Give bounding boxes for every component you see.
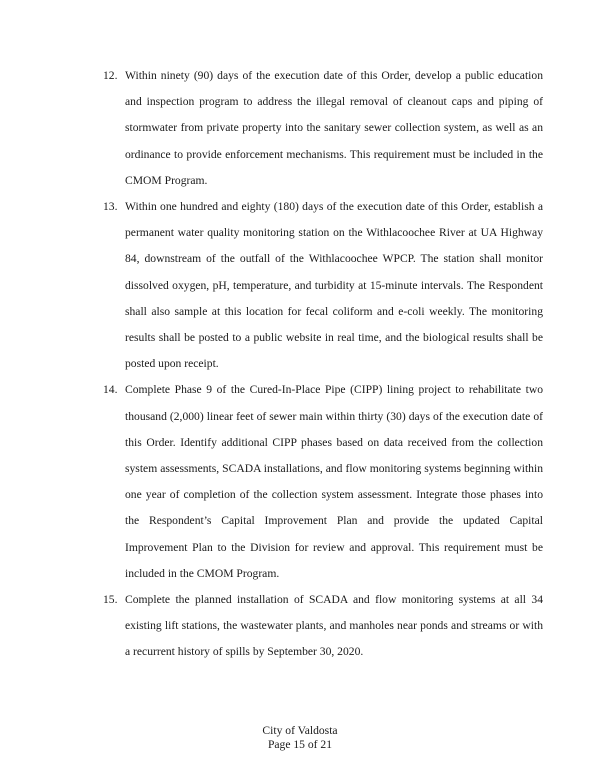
footer-page-number: Page 15 of 21	[267, 738, 333, 751]
item-text: Within one hundred and eighty (180) days of the execution date of this Order, establish a permanent water quality monitoring station on the Withlacoochee River at UA Highway 84, downstream of the outfall of the Withlacoochee WPCP. The station shall monitor dissolved oxygen, pH, temperature, and turbidity at 15-minute intervals. The Respondent shall also sample at this location for fecal coliform and e-coli weekly. The monitoring results shall be posted to a public website in real time, and the biological results shall be posted upon receipt.	[125, 200, 543, 371]
footer-organization: City of Valdosta	[262, 724, 338, 737]
list-item	[103, 194, 543, 377]
item-text: Complete the planned installation of SCADA and flow monitoring systems at all 34 existing lift stations, the wastewater plants, and manholes near ponds and streams or with a recurrent history of spills by September 30, 2020.	[125, 593, 543, 659]
list-item	[103, 63, 543, 194]
item-number: 15.	[103, 593, 118, 607]
list-item	[103, 587, 543, 666]
item-number: 13.	[103, 200, 118, 214]
order-requirements-list	[103, 63, 543, 666]
list-item	[103, 377, 543, 587]
item-number: 14.	[103, 383, 118, 397]
item-text: Complete Phase 9 of the Cured-In-Place Pipe (CIPP) lining project to rehabilitate two thousand (2,000) linear feet of sewer main within thirty (30) days of the execution date of this Order. Identify additional CIPP phases based on data received from the collection system assessments, SCADA installations, and flow monitoring systems beginning within one year of completion of the collection system assessment. Integrate those phases into the Respondent’s Capital Improvement Plan and provide the updated Capital Improvement Plan to the Division for review and approval. This requirement must be included in the CMOM Program.	[125, 383, 543, 580]
item-text: Within ninety (90) days of the execution date of this Order, develop a public education and inspection program to address the illegal removal of cleanout caps and piping of stormwater from private property into the sanitary sewer collection system, as well as an ordinance to provide enforcement mechanisms. This requirement must be included in the CMOM Program.	[125, 69, 543, 187]
item-number: 12.	[103, 69, 118, 82]
